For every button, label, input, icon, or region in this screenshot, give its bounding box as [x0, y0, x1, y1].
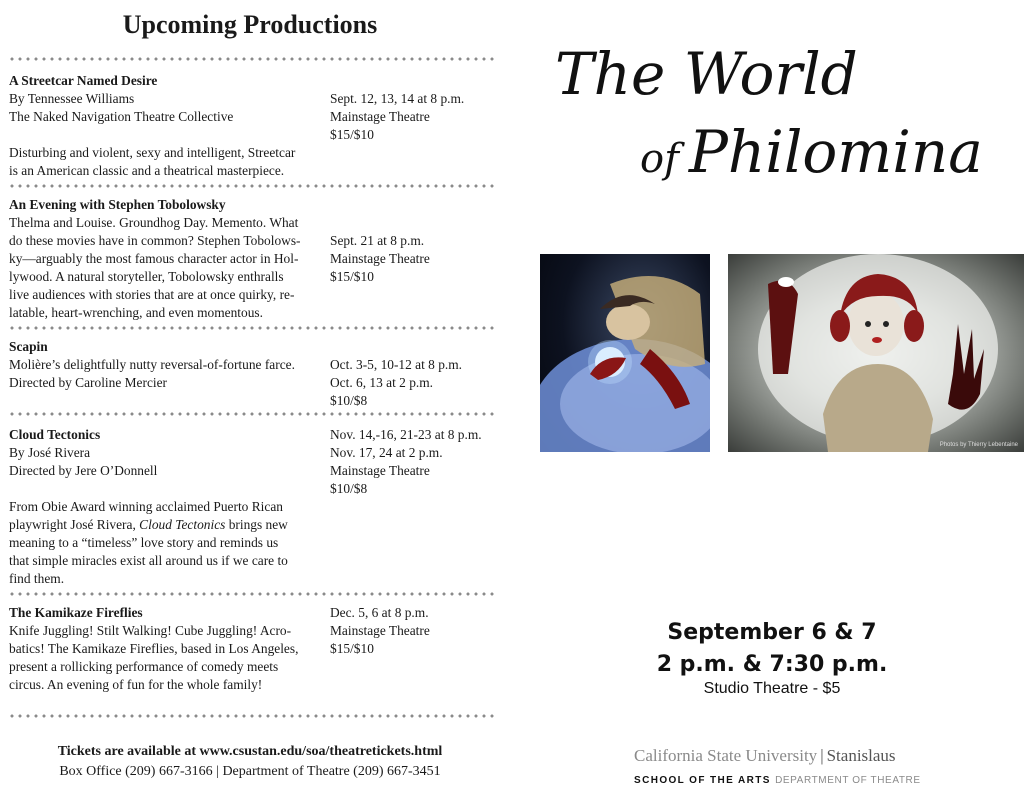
school-department-line [634, 775, 921, 786]
department-name: DEPARTMENT OF THEATRE [775, 775, 921, 786]
photo-puppet-with-orb [540, 254, 710, 452]
production-price: $15/$10 [330, 641, 374, 656]
production-dates: Oct. 3-5, 10-12 at 8 p.m. [330, 357, 463, 372]
production-director: Directed by Caroline Mercier [9, 375, 168, 390]
production-company: The Naked Navigation Theatre Collective [9, 109, 234, 124]
photo-credit: Photos by Thierry Lebentaine [939, 442, 1018, 448]
photo-illustration [728, 254, 1024, 452]
show-dates: September 6 & 7 [667, 620, 877, 645]
ticket-info [0, 742, 500, 782]
dotted-divider [8, 57, 496, 61]
production-matinee: Nov. 17, 24 at 2 p.m. [330, 445, 443, 460]
campus-name: Stanislaus [826, 746, 896, 765]
production-title: The Kamikaze Fireflies [9, 605, 143, 620]
production-title: Scapin [9, 339, 48, 354]
production-description: From Obie Award winning acclaimed Puerto Rican playwright José Rivera, Cloud Tectonics brings new meaning to a “timeless” love story and reminds us that simple miracles exist all around us if we care to find them. [9, 499, 288, 586]
production-title: Cloud Tectonics [9, 427, 101, 442]
production-title: A Streetcar Named Desire [9, 73, 158, 88]
production-description: Disturbing and violent, sexy and intelligent, Streetcar is an American classic and a theatrical masterpiece. [9, 145, 296, 178]
show-title-name: Philomina [688, 118, 983, 186]
dotted-divider [8, 412, 496, 416]
show-title-line2 [640, 118, 983, 186]
show-title-of: of [640, 136, 679, 182]
dotted-divider [8, 184, 496, 188]
dotted-divider [8, 714, 496, 718]
dotted-divider [8, 326, 496, 330]
show-times: 2 p.m. & 7:30 p.m. [656, 652, 888, 677]
production-price: $15/$10 [330, 127, 374, 142]
show-venue-price: Studio Theatre - $5 [703, 680, 841, 697]
production-dates: Sept. 21 at 8 p.m. [330, 233, 425, 248]
production-author: By José Rivera [9, 445, 91, 460]
production-dates: Dec. 5, 6 at 8 p.m. [330, 605, 429, 620]
production-venue: Mainstage Theatre [330, 623, 430, 638]
photo-illustration [540, 254, 710, 452]
production-matinee: Oct. 6, 13 at 2 p.m. [330, 375, 434, 390]
productions-panel: Upcoming Productions A Streetcar Named Desire By Tennessee Williams The Naked Navigation Theatre Collective Sept. 12, 13, 14 at 8 p.m. Mainstage Theatre $15/$10 Disturbing and violent, sexy and intelligent, Streetcar is an American classic and a theatrical masterpiece. An Evening with Stephen Tobolowsky Thelma and Louise. Groundhog Day. Memento. What do these movies have in common? Stephen Tobolows- ky—arguably the most famous character actor in Hol- lywood. A natural storyteller, Tobolowsky enthralls live audiences with stories that are at once quirky, re- latable, heart-wrenching, and even momentous. Sept. 21 at 8 p.m. Mainstage Theatre $15/$10 Scapin Molière’s delightfully nutty reversal-of-fortune farce. Directed by Caroline Mercier Oct. 3-5, 10-12 at 8 p.m. Oct. 6, 13 at 2 p.m. $10/$8 Cloud Tectonics By José Rivera Directed by Jere O’Donnell Nov. 14,-16, 21-23 at 8 p.m. Nov. 17, 24 at 2 p.m. Mainstage Theatre $10/$8 From Obie Award winning acclaimed Puerto Rican playwright José Rivera, Cloud Tectonics brings new meaning to a “timeless” love story and reminds us that simple miracles exist all around us if we care to find them. The Kamikaze Fireflies Knife Juggling! Stilt Walking! Cube Juggling! Acro- batics! The Kamikaze Fireflies, based in Los Angeles, present a rollicking performance of comedy meets circus. An evening of fun for the whole family! Dec. 5, 6 at 8 p.m. Mainstage Theatre $15/$10 Tickets are available at www.csustan.edu/soa/theatretickets.html Box Office (209) 667-3166 | Department of Theatre (209) 667-3451 [0, 0, 510, 790]
photo-puppet-in-tunnel [728, 254, 1024, 452]
phone-numbers-line: Box Office (209) 667-3166 | Department of Theatre (209) 667-3451 [59, 764, 441, 779]
university-name: California State University [634, 746, 818, 765]
play-title-emphasis: Cloud Tectonics [139, 517, 226, 532]
production-venue: Mainstage Theatre [330, 463, 430, 478]
production-author: By Tennessee Williams [9, 91, 135, 106]
production-price: $10/$8 [330, 481, 368, 496]
upcoming-heading: Upcoming Productions [122, 10, 378, 39]
show-panel [520, 0, 1024, 790]
production-summary: Molière’s delightfully nutty reversal-of-fortune farce. [9, 357, 295, 372]
production-venue: Mainstage Theatre [330, 251, 430, 266]
production-price: $15/$10 [330, 269, 374, 284]
university-logo [634, 746, 896, 766]
school-name: SCHOOL OF THE ARTS [634, 775, 771, 786]
production-venue: Mainstage Theatre [330, 109, 430, 124]
ticket-website-line: Tickets are available at www.csustan.edu/soa/theatretickets.html [57, 744, 443, 759]
production-title: An Evening with Stephen Tobolowsky [9, 197, 226, 212]
production-director: Directed by Jere O’Donnell [9, 463, 158, 478]
dotted-divider [8, 592, 496, 596]
logo-divider: | [820, 746, 824, 765]
production-price: $10/$8 [330, 393, 368, 408]
production-dates: Sept. 12, 13, 14 at 8 p.m. [330, 91, 465, 106]
production-dates: Nov. 14,-16, 21-23 at 8 p.m. [330, 427, 482, 442]
show-title-line1: The World [555, 40, 858, 108]
